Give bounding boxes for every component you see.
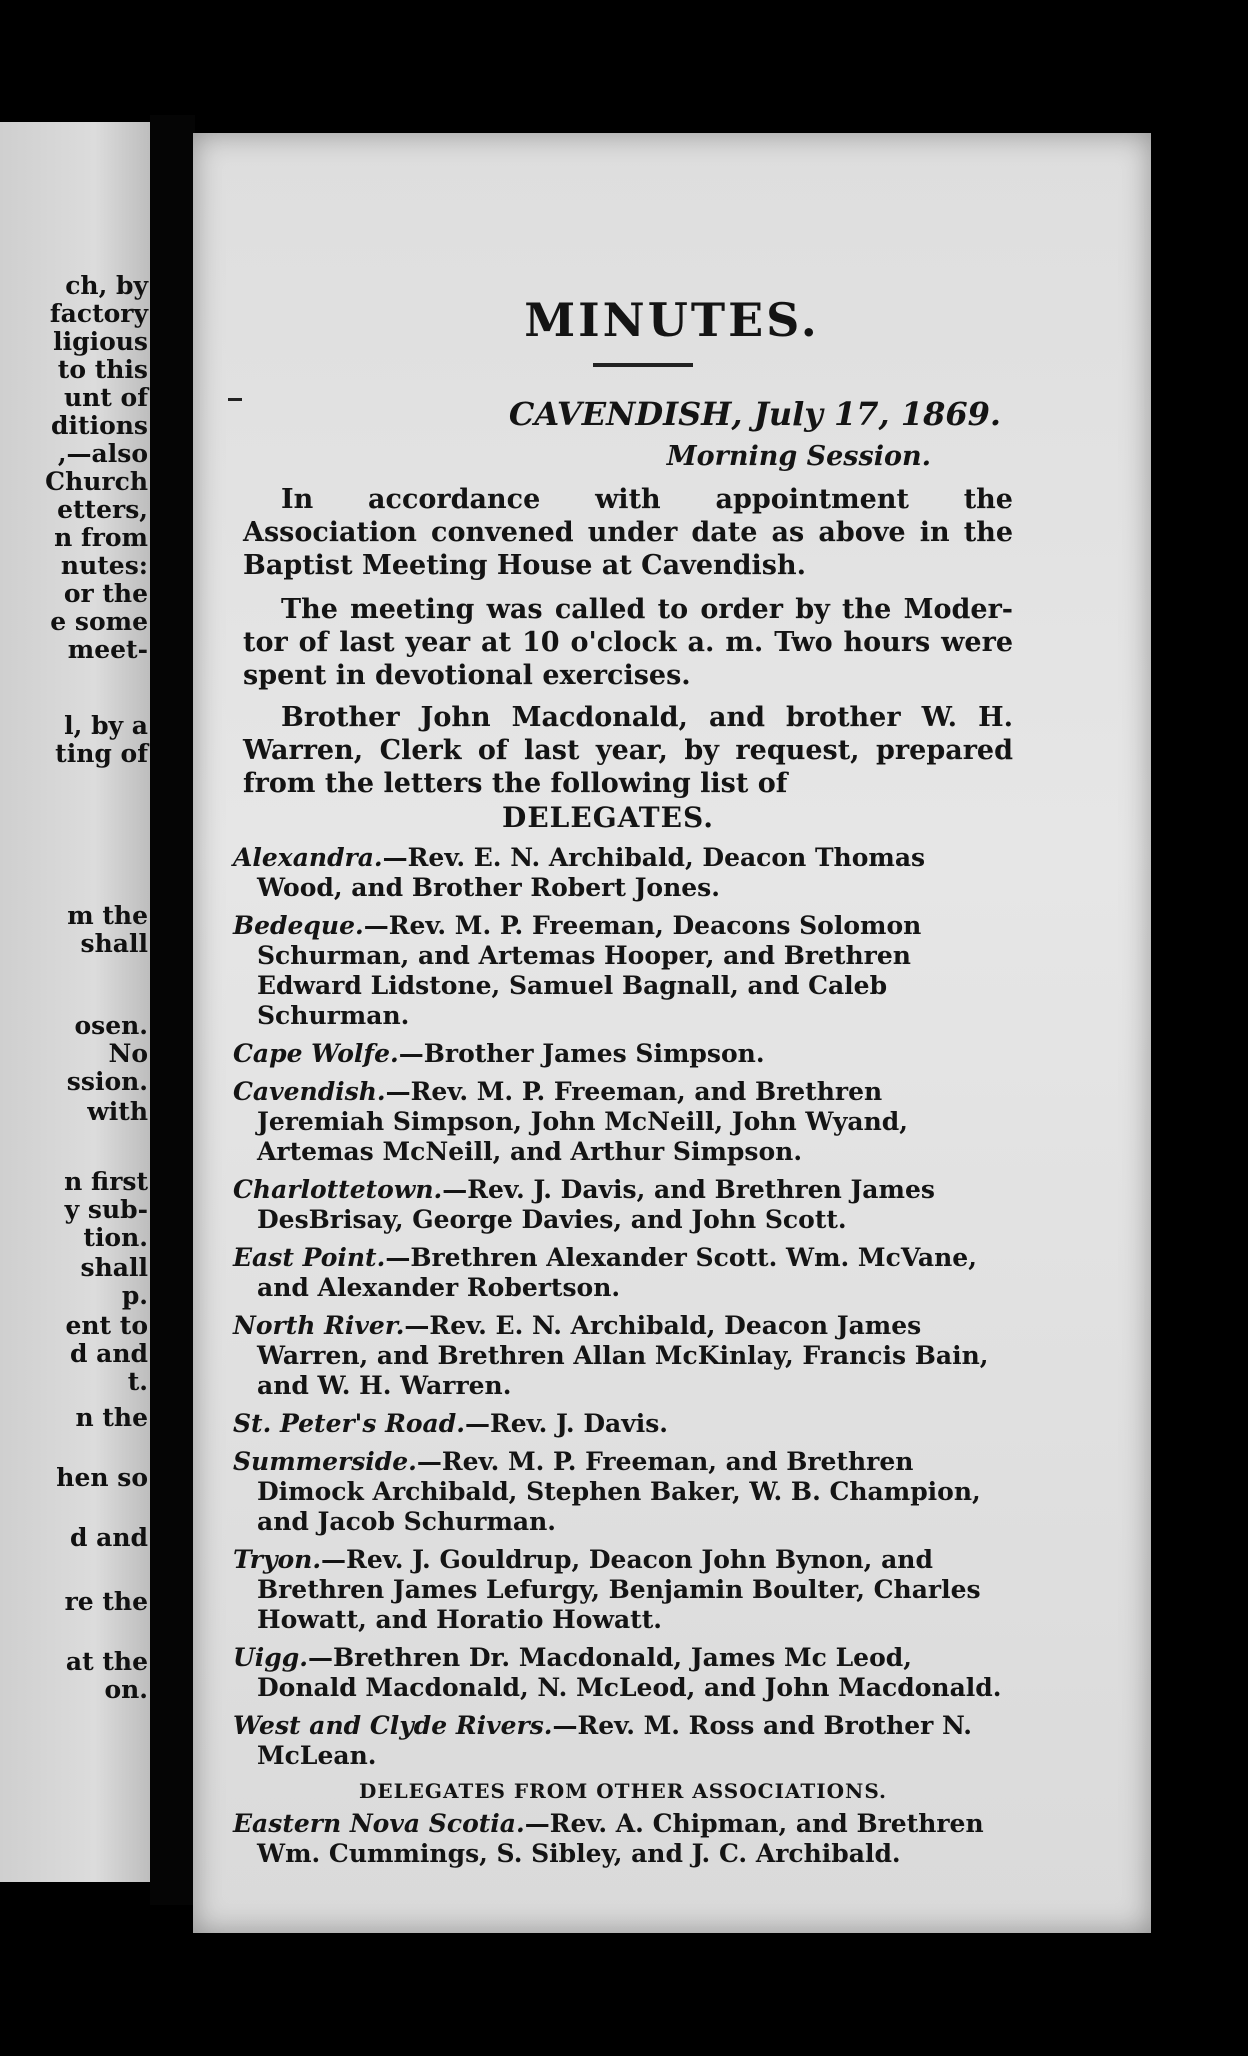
left-page-text-fragment: nutes: — [60, 551, 148, 580]
delegate-entry — [233, 1643, 1013, 1703]
left-page-text-fragment: No — [108, 1039, 148, 1068]
left-page-text-fragment: or the — [63, 579, 148, 608]
left-page-text-fragment: on. — [104, 1675, 148, 1704]
delegate-place: East Point. — [233, 1243, 386, 1272]
left-page-text-fragment: unt of — [63, 383, 148, 412]
left-page-fragment — [0, 122, 158, 1882]
left-page-text-fragment: m the — [67, 901, 148, 930]
delegate-names: —Rev. M. P. Freeman, and Brethren Jeremiah Simpson, John McNeill, John Wyand, Artemas McNeill, and Arthur Simpson. — [257, 1077, 908, 1166]
delegate-entry — [233, 1243, 1013, 1303]
paragraph-1: In accordance with appointment the Association convened under date as above in the Baptist Meeting House at Cavendish. — [243, 484, 1013, 581]
delegate-entry — [233, 1311, 1013, 1401]
delegate-entry — [233, 1409, 1013, 1439]
left-page-text-fragment: shall — [80, 1253, 148, 1282]
left-page-text-fragment: y sub- — [64, 1195, 148, 1224]
delegate-names: —Brother James Simpson. — [398, 1039, 765, 1068]
delegate-entry — [233, 1447, 1013, 1537]
delegate-names: —Rev. M. P. Freeman, Deacons Solomon Schurman, and Artemas Hooper, and Brethren Edward Lidstone, Samuel Bagnall, and Caleb Schurman. — [257, 911, 922, 1030]
left-page-text-fragment: n from — [54, 523, 148, 552]
left-page-text-fragment: ting of — [55, 739, 148, 768]
delegate-place: West and Clyde Rivers. — [233, 1711, 553, 1740]
left-page-text-fragment: Church — [45, 467, 148, 496]
delegate-place: St. Peter's Road. — [233, 1409, 465, 1438]
delegate-entry — [233, 1175, 1013, 1235]
delegate-names: —Rev. E. N. Archibald, Deacon Thomas Wood, and Brother Robert Jones. — [257, 843, 926, 902]
left-page-text-fragment: p. — [121, 1281, 148, 1310]
delegate-names: —Rev. E. N. Archibald, Deacon James Warren, and Brethren Allan McKinlay, Francis Bain, and W. H. Warren. — [257, 1311, 989, 1400]
left-page-text-fragment: to this — [57, 355, 148, 384]
left-page-text-fragment: factory — [49, 299, 148, 328]
delegate-names: —Rev. J. Gouldrup, Deacon John Bynon, and Brethren James Lefurgy, Benjamin Boulter, Charles Howatt, and Horatio Howatt. — [257, 1545, 981, 1634]
delegate-names: —Rev. J. Davis, and Brethren James DesBrisay, George Davies, and John Scott. — [257, 1175, 935, 1234]
delegate-entry — [233, 1039, 1013, 1069]
paragraph-2: The meeting was called to order by the Moder-tor of last year at 10 o'clock a. m. Two hours were spent in devotional exercises. — [243, 594, 1013, 691]
delegate-place: Tryon. — [233, 1545, 322, 1574]
delegate-entry — [233, 1077, 1013, 1167]
left-page-text-fragment: e some — [50, 607, 148, 636]
title-rule — [593, 363, 693, 367]
delegates-list — [233, 843, 1013, 1877]
delegate-place: Uigg. — [233, 1643, 308, 1672]
delegate-names: —Rev. M. P. Freeman, and Brethren Dimock Archibald, Stephen Baker, W. B. Champion, and Jacob Schurman. — [257, 1447, 981, 1536]
page-gutter — [150, 115, 195, 1905]
document-page — [193, 133, 1151, 1933]
delegate-place: Alexandra. — [233, 843, 383, 872]
delegate-place: Cape Wolfe. — [233, 1039, 399, 1068]
delegate-place: Summerside. — [233, 1447, 417, 1476]
page-title: MINUTES. — [524, 293, 820, 347]
delegates-heading: DELEGATES. — [502, 801, 714, 834]
delegate-place: Cavendish. — [233, 1077, 386, 1106]
left-page-text-fragment: ditions — [51, 411, 148, 440]
left-page-text-fragment: ligious — [53, 327, 148, 356]
delegate-entry — [233, 1711, 1013, 1771]
delegate-place: North River. — [233, 1311, 405, 1340]
delegate-entry — [233, 843, 1013, 903]
delegate-names: —Rev. J. Davis. — [464, 1409, 669, 1438]
stray-mark — [228, 398, 242, 401]
delegate-entry — [233, 1545, 1013, 1635]
left-page-text-fragment: ch, by — [65, 271, 148, 300]
paragraph-3: Brother John Macdonald, and brother W. H. Warren, Clerk of last year, by request, prepared from the letters the following list of — [243, 702, 1013, 799]
left-page-text-fragment: hen so — [56, 1463, 148, 1492]
left-page-text-fragment: tion. — [83, 1223, 148, 1252]
delegate-place: Bedeque. — [233, 911, 364, 940]
left-page-text-fragment: n first — [64, 1167, 148, 1196]
delegate-names: —Brethren Alexander Scott. Wm. McVane, and Alexander Robertson. — [257, 1243, 977, 1302]
dateline: CAVENDISH, July 17, 1869. — [508, 395, 1001, 433]
delegate-names: —Brethren Dr. Macdonald, James Mc Leod, Donald Macdonald, N. McLeod, and John Macdonald. — [257, 1643, 1002, 1702]
left-page-text-fragment: d and — [69, 1523, 148, 1552]
left-page-text-fragment: ,—also — [57, 439, 148, 468]
left-page-text-fragment: meet- — [67, 635, 148, 664]
left-page-text-fragment: osen. — [74, 1011, 148, 1040]
delegate-names: —Rev. A. Chipman, and Brethren Wm. Cummings, S. Sibley, and J. C. Archibald. — [257, 1809, 984, 1868]
left-page-text-fragment: etters, — [57, 495, 148, 524]
delegate-entry — [233, 1809, 1013, 1869]
left-page-text-fragment: shall — [80, 929, 148, 958]
left-page-text-fragment: t. — [127, 1367, 148, 1396]
left-page-text-fragment: at the — [65, 1647, 148, 1676]
left-page-text-fragment: l, by a — [64, 711, 148, 740]
left-page-text-fragment: d and — [69, 1339, 148, 1368]
delegate-place: Eastern Nova Scotia. — [233, 1809, 525, 1838]
left-page-text-fragment: ent to — [65, 1311, 148, 1340]
left-page-text-fragment: ssion. — [66, 1067, 148, 1096]
left-page-text-fragment: n the — [75, 1403, 148, 1432]
delegate-names: —Rev. M. Ross and Brother N. McLean. — [257, 1711, 972, 1770]
left-page-text-fragment: with — [87, 1097, 148, 1126]
session-label: Morning Session. — [666, 441, 931, 472]
left-page-text-fragment: re the — [64, 1587, 148, 1616]
other-associations-heading: DELEGATES FROM OTHER ASSOCIATIONS. — [358, 1779, 888, 1803]
delegate-entry — [233, 911, 1013, 1031]
delegate-place: Charlottetown. — [233, 1175, 443, 1204]
